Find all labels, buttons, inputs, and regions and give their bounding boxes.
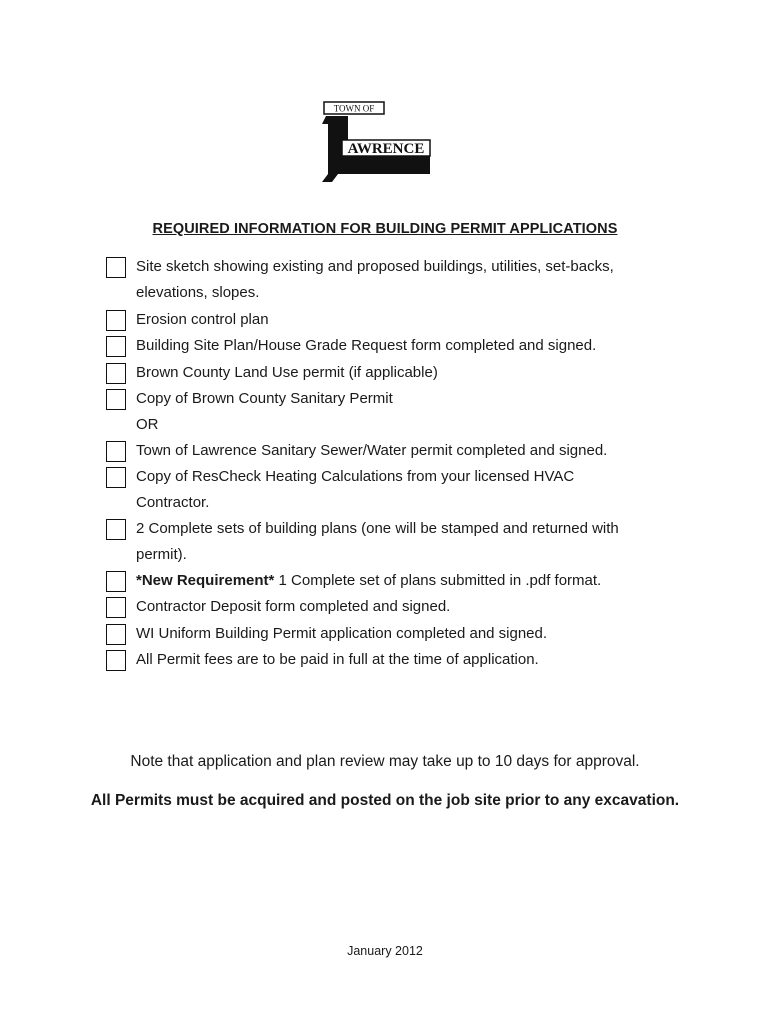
checkbox[interactable] xyxy=(106,650,126,671)
checkbox[interactable] xyxy=(106,336,126,357)
checkbox[interactable] xyxy=(106,441,126,462)
logo-town-of: TOWN OF xyxy=(333,103,375,114)
item-label: Town of Lawrence Sanitary Sewer/Water permit completed and signed. xyxy=(136,442,608,459)
checkbox[interactable] xyxy=(106,310,126,331)
checkbox[interactable] xyxy=(106,467,126,488)
item-label-cont: Contractor. xyxy=(136,494,210,511)
page-title: REQUIRED INFORMATION FOR BUILDING PERMIT APPLICATIONS xyxy=(152,221,618,237)
item-label-cont: elevations, slopes. xyxy=(136,284,260,301)
checkbox[interactable] xyxy=(106,389,126,410)
checklist-item xyxy=(0,336,770,362)
item-label-text: 1 Complete set of plans submitted in .pdf format. xyxy=(274,572,602,589)
item-label: Copy of Brown County Sanitary Permit xyxy=(136,390,393,407)
checklist-item xyxy=(0,257,770,301)
item-label xyxy=(136,568,601,594)
checkbox[interactable] xyxy=(106,257,126,278)
checklist-item xyxy=(0,389,770,433)
item-or: OR xyxy=(136,416,159,433)
checklist-item xyxy=(0,597,770,623)
item-label: 2 Complete sets of building plans (one will be stamped and returned with xyxy=(136,520,619,537)
excavation-notice: All Permits must be acquired and posted on the job site prior to any excavation. xyxy=(90,792,680,809)
checkbox[interactable] xyxy=(106,571,126,592)
town-of-lawrence-logo xyxy=(318,96,436,186)
checkbox[interactable] xyxy=(106,363,126,384)
item-label: Contractor Deposit form completed and signed. xyxy=(136,598,451,615)
checkbox[interactable] xyxy=(106,519,126,540)
checklist-item xyxy=(0,467,770,511)
item-label: All Permit fees are to be paid in full at the time of application. xyxy=(136,651,539,668)
logo-est: est. 1847 xyxy=(357,176,379,182)
checklist-item xyxy=(0,519,770,563)
new-requirement-tag: *New Requirement* xyxy=(136,572,275,589)
logo-lawrence: AWRENCE xyxy=(347,141,425,157)
item-label: Copy of ResCheck Heating Calculations from your licensed HVAC xyxy=(136,468,575,485)
item-label: Site sketch showing existing and proposed buildings, utilities, set-backs, xyxy=(136,258,614,275)
checklist-item xyxy=(0,650,770,676)
item-label: Erosion control plan xyxy=(136,311,269,328)
item-label: Building Site Plan/House Grade Request form completed and signed. xyxy=(136,337,597,354)
approval-note: Note that application and plan review may take up to 10 days for approval. xyxy=(130,753,640,770)
item-label: Brown County Land Use permit (if applicable) xyxy=(136,364,438,381)
checkbox[interactable] xyxy=(106,624,126,645)
checkbox[interactable] xyxy=(106,597,126,618)
item-label: WI Uniform Building Permit application completed and signed. xyxy=(136,625,548,642)
document-date: January 2012 xyxy=(347,944,423,958)
item-label-cont: permit). xyxy=(136,546,187,563)
